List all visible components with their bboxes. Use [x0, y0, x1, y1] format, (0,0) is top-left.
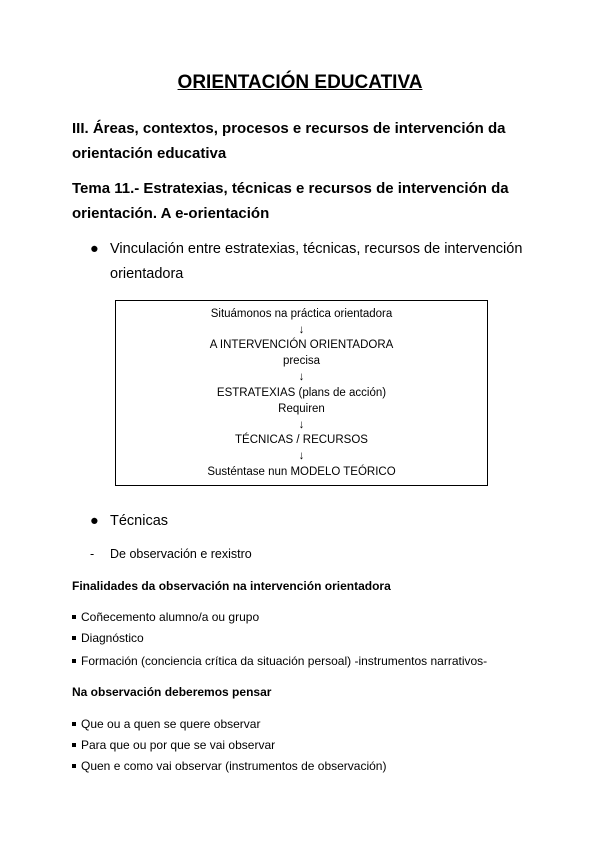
flow-step-5: Requiren [278, 403, 325, 415]
bullet-vinculacion [90, 237, 522, 262]
bullet-tecnicas-label: Técnicas [110, 513, 169, 529]
topic-heading-line-1: Tema 11.- Estratexias, técnicas e recursos de intervención da [72, 180, 509, 197]
bullet-vinculacion-line-2: orientadora [110, 266, 184, 282]
square-bullet-icon [72, 743, 76, 747]
section-heading-line-1: III. Áreas, contextos, procesos e recursos de intervención da [72, 120, 506, 137]
finalidades-heading: Finalidades da observación na intervención orientadora [72, 579, 391, 593]
square-bullet-icon [72, 764, 76, 768]
bullet-vinculacion-line-1: Vinculación entre estratexias, técnicas, recursos de intervención [110, 241, 523, 257]
down-arrow-icon: ↓ [298, 419, 305, 431]
down-arrow-icon: ↓ [298, 450, 305, 462]
flow-step-7: Susténtase nun MODELO TEÓRICO [207, 466, 396, 478]
square-bullet-icon [72, 615, 76, 619]
list-item: Para que ou por que se vai observar [72, 738, 275, 752]
dash-icon: - [90, 547, 95, 561]
down-arrow-icon: ↓ [298, 371, 305, 383]
list-item: Diagnóstico [72, 631, 144, 645]
list-item: Quen e como vai observar (instrumentos de observación) [72, 759, 386, 773]
topic-heading [72, 176, 532, 226]
square-bullet-icon [72, 636, 76, 640]
flow-step-4: ESTRATEXIAS (plans de acción) [216, 387, 387, 399]
dash-item-label: De observación e rexistro [110, 547, 252, 561]
flow-step-6: TÉCNICAS / RECURSOS [235, 434, 368, 446]
square-bullet-icon [72, 659, 76, 663]
down-arrow-icon: ↓ [298, 324, 305, 336]
topic-heading-line-2: orientación. A e-orientación [72, 205, 270, 222]
list-item: Coñecemento alumno/a ou grupo [72, 610, 259, 624]
flow-diagram-box [115, 300, 488, 486]
flow-step-2: A INTERVENCIÓN ORIENTADORA [209, 339, 394, 351]
section-heading [72, 116, 532, 166]
observacion-heading: Na observación deberemos pensar [72, 685, 272, 699]
bullet-icon: ● [90, 241, 99, 257]
flow-step-1: Situámonos na práctica orientadora [210, 308, 393, 320]
list-item: Formación (conciencia crítica da situación persoal) -instrumentos narrativos- [72, 654, 487, 668]
bullet-icon: ● [90, 513, 99, 529]
bullet-tecnicas [90, 509, 168, 534]
page-title: ORIENTACIÓN EDUCATIVA [177, 72, 423, 93]
section-heading-line-2: orientación educativa [72, 145, 227, 162]
square-bullet-icon [72, 722, 76, 726]
flow-step-3: precisa [282, 355, 321, 367]
list-item: Que ou a quen se quere observar [72, 717, 260, 731]
dash-item [90, 547, 252, 561]
